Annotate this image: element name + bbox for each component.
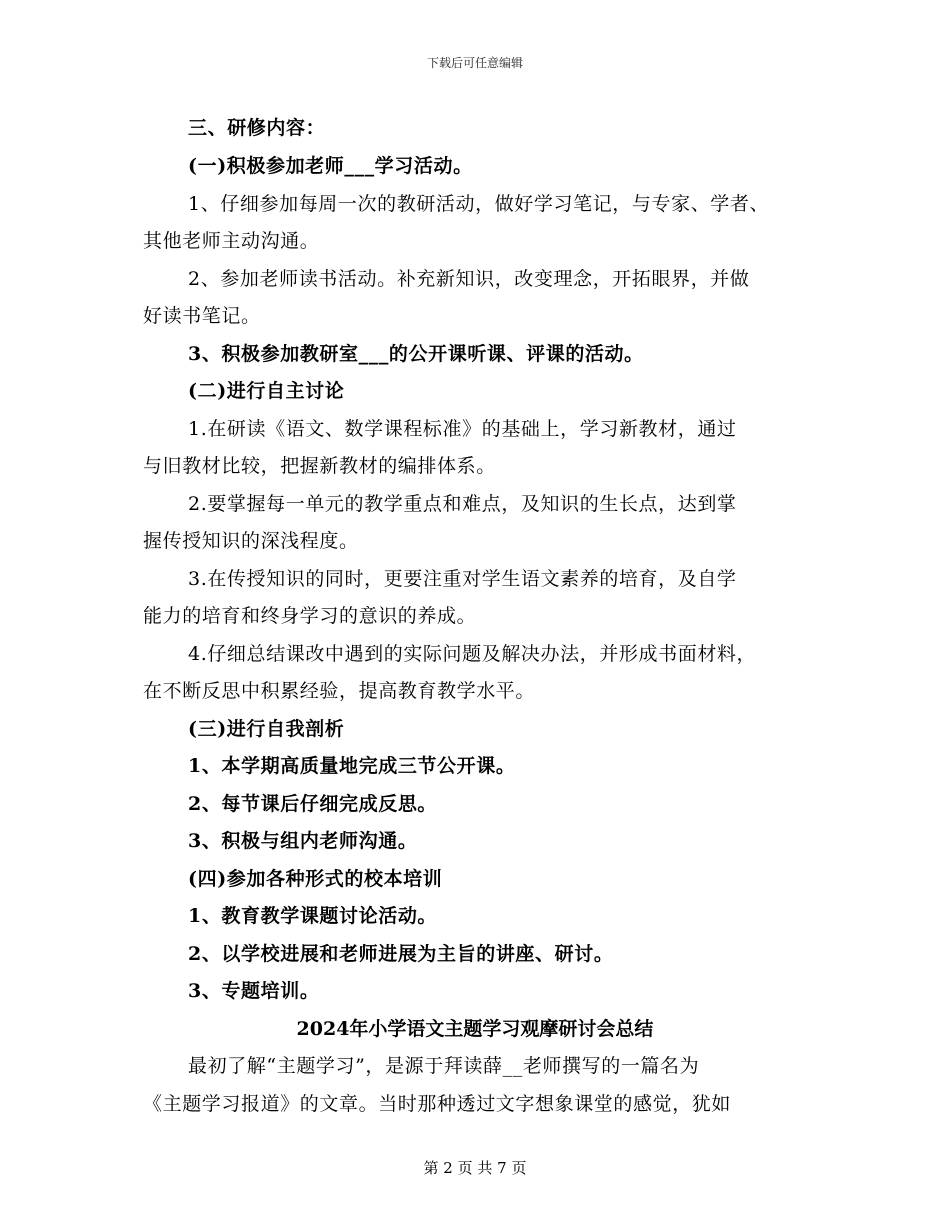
- list-item: 2、每节课后仔细完成反思。: [188, 793, 438, 815]
- page-header: 下载后可任意编辑: [426, 56, 523, 70]
- paragraph-line: 3.在传授知识的同时，更要注重对学生语文素养的培育，及自学: [188, 568, 737, 590]
- paragraph-line: 能力的培育和终身学习的意识的养成。: [143, 605, 477, 627]
- subsection-heading: (一)积极参加老师___学习活动。: [188, 155, 473, 177]
- paragraph-line: 握传授知识的深浅程度。: [143, 530, 359, 552]
- paragraph-line: 2、参加老师读书活动。补充新知识，改变理念，开拓眼界，并做: [188, 268, 750, 290]
- paragraph-line: 其他老师主动沟通。: [143, 230, 320, 252]
- list-item: 2、以学校进展和老师进展为主旨的讲座、研讨。: [188, 943, 614, 965]
- list-item: 3、专题培训。: [188, 980, 320, 1002]
- paragraph-line: 1、仔细参加每周一次的教研活动，做好学习笔记，与专家、学者、: [188, 193, 770, 215]
- subsection-heading: (三)进行自我剖析: [188, 718, 345, 740]
- paragraph-line: 好读书笔记。: [143, 305, 261, 327]
- subsection-heading: (二)进行自主讨论: [188, 380, 345, 402]
- document-title: 2024年小学语文主题学习观摩研讨会总结: [296, 1018, 654, 1040]
- paragraph-line: 1.在研读《语文、数学课程标准》的基础上，学习新教材，通过: [188, 418, 737, 440]
- section-heading: 三、研修内容：: [188, 117, 326, 139]
- subsection-heading: (四)参加各种形式的校本培训: [188, 868, 443, 890]
- list-item: 3、积极与组内老师沟通。: [188, 830, 418, 852]
- paragraph-line: 最初了解“主题学习”，是源于拜读薛__老师撰写的一篇名为: [188, 1055, 700, 1077]
- paragraph-line: 《主题学习报道》的文章。当时那种透过文字想象课堂的感觉，犹如: [143, 1093, 732, 1115]
- list-item: 1、教育教学课题讨论活动。: [188, 905, 438, 927]
- paragraph-line: 与旧教材比较，把握新教材的编排体系。: [143, 455, 496, 477]
- paragraph-line: 4.仔细总结课改中遇到的实际问题及解决办法，并形成书面材料，: [188, 643, 757, 665]
- paragraph-line: 在不断反思中积累经验，提高教育教学水平。: [143, 680, 536, 702]
- paragraph-line: 3、积极参加教研室___的公开课听课、评课的活动。: [188, 343, 644, 365]
- page-number-footer: 第 2 页 共 7 页: [423, 1159, 527, 1177]
- paragraph-line: 2.要掌握每一单元的教学重点和难点，及知识的生长点，达到掌: [188, 493, 737, 515]
- list-item: 1、本学期高质量地完成三节公开课。: [188, 755, 516, 777]
